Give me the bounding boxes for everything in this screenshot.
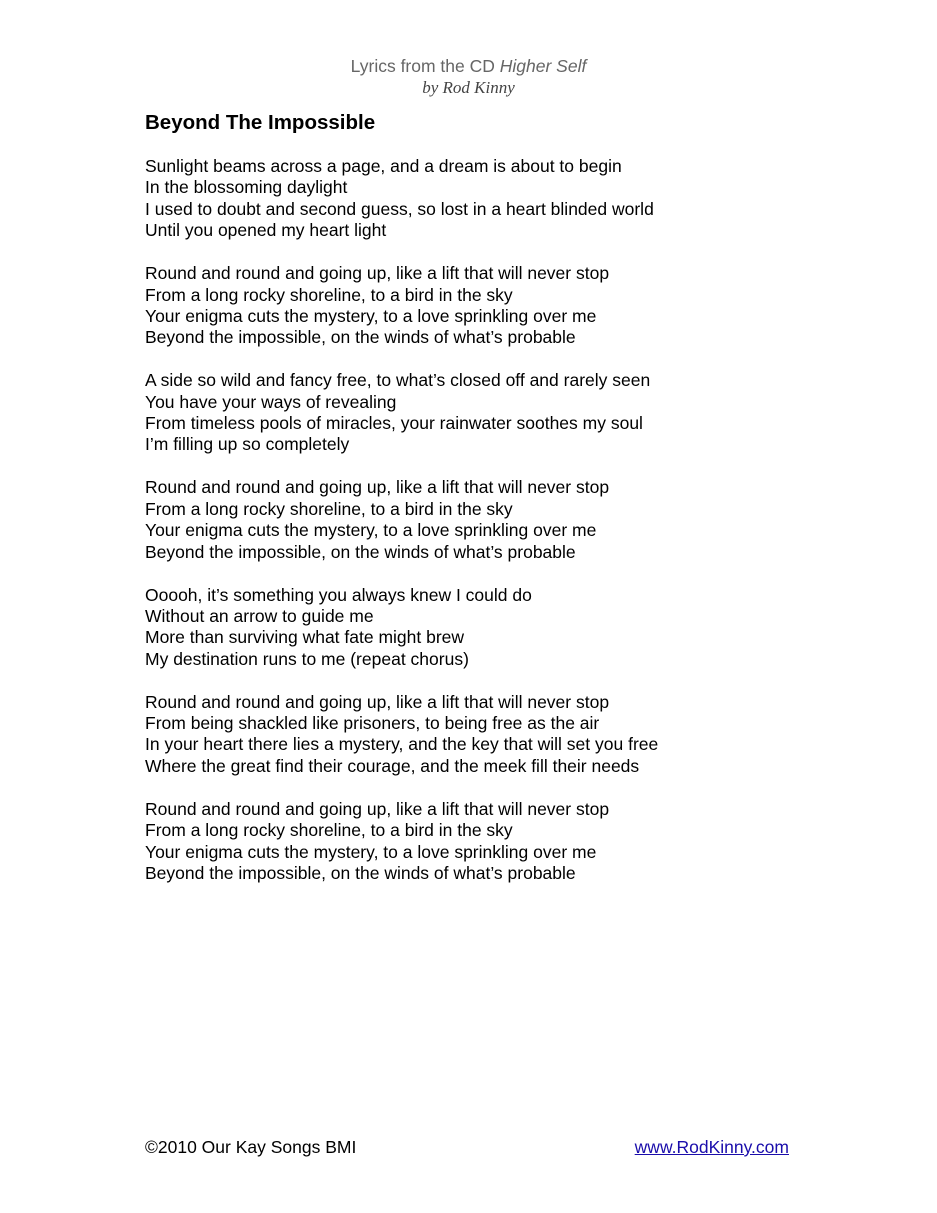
lyric-line: Without an arrow to guide me xyxy=(145,605,374,626)
stanza xyxy=(145,370,785,456)
lyric-line: Beyond the impossible, on the winds of what’s probable xyxy=(145,541,576,562)
website-link[interactable]: www.RodKinny.com xyxy=(634,1137,789,1157)
lyrics-header xyxy=(0,55,937,98)
cd-caption xyxy=(0,55,937,77)
stanza xyxy=(145,799,785,885)
cd-title: Higher Self xyxy=(499,56,587,76)
lyric-line: Beyond the impossible, on the winds of what’s probable xyxy=(145,327,576,348)
stanza xyxy=(145,156,785,242)
lyric-line: In the blossoming daylight xyxy=(145,177,348,198)
lyric-line: From a long rocky shoreline, to a bird in the sky xyxy=(145,498,513,519)
copyright-notice: ©2010 Our Kay Songs BMI xyxy=(145,1137,357,1157)
stanza xyxy=(145,263,785,349)
lyric-line: Round and round and going up, like a lift that will never stop xyxy=(145,691,610,712)
lyric-line: Where the great find their courage, and the meek fill their needs xyxy=(145,755,640,776)
lyric-line: Sunlight beams across a page, and a dream is about to begin xyxy=(145,156,622,176)
lyric-line: From timeless pools of miracles, your rainwater soothes my soul xyxy=(145,413,643,434)
lyric-line: Your enigma cuts the mystery, to a love sprinkling over me xyxy=(145,305,597,326)
lyrics-body xyxy=(145,156,785,906)
lyric-line: More than surviving what fate might brew xyxy=(145,627,465,648)
lyric-line: Round and round and going up, like a lift that will never stop xyxy=(145,477,610,498)
lyric-line: From being shackled like prisoners, to being free as the air xyxy=(145,713,600,734)
lyric-line: Your enigma cuts the mystery, to a love sprinkling over me xyxy=(145,841,597,862)
lyric-line: I used to doubt and second guess, so lost in a heart blinded world xyxy=(145,198,654,219)
stanza xyxy=(145,477,785,563)
byline: by Rod Kinny xyxy=(422,78,515,97)
lyric-line: In your heart there lies a mystery, and the key that will set you free xyxy=(145,734,659,755)
lyric-line: You have your ways of revealing xyxy=(145,391,397,412)
lyric-line: From a long rocky shoreline, to a bird in the sky xyxy=(145,284,513,305)
lyric-line: From a long rocky shoreline, to a bird in the sky xyxy=(145,820,513,841)
lyric-line: I’m filling up so completely xyxy=(145,434,350,455)
stanza xyxy=(145,692,785,778)
lyric-line: Until you opened my heart light xyxy=(145,220,387,241)
lyric-line: My destination runs to me (repeat chorus) xyxy=(145,648,469,669)
lyric-line: Round and round and going up, like a lift that will never stop xyxy=(145,263,610,284)
lyric-line: Round and round and going up, like a lift that will never stop xyxy=(145,798,610,819)
lyric-line: Your enigma cuts the mystery, to a love sprinkling over me xyxy=(145,520,597,541)
lyric-line: A side so wild and fancy free, to what’s closed off and rarely seen xyxy=(145,370,651,391)
lyric-line: Ooooh, it’s something you always knew I could do xyxy=(145,584,532,605)
cd-caption-prefix: Lyrics from the CD xyxy=(350,56,500,76)
stanza xyxy=(145,585,785,671)
song-title: Beyond The Impossible xyxy=(145,111,376,134)
lyric-line: Beyond the impossible, on the winds of what’s probable xyxy=(145,862,576,883)
